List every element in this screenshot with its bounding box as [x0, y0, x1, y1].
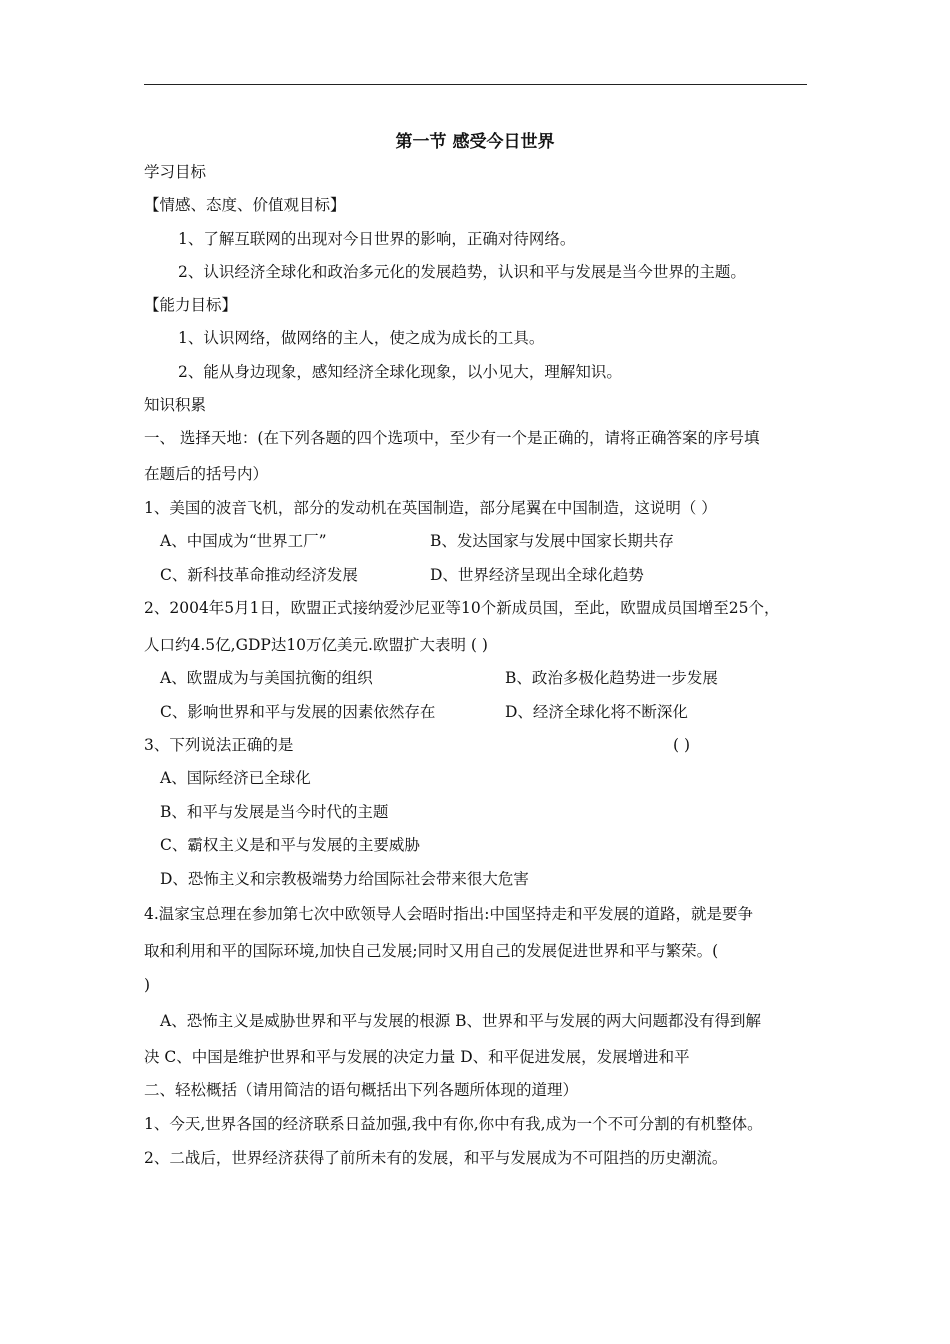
section2-item: 2、二战后，世界经济获得了前所未有的发展，和平与发展成为不可阻挡的历史潮流。: [144, 1149, 728, 1167]
section1-heading-cont: 在题后的括号内）: [144, 465, 269, 483]
q3-option-a: A、国际经济已全球化: [160, 769, 311, 787]
q1-option-b: B、发达国家与发展中国家长期共存: [430, 532, 674, 550]
section2-heading: 二、轻松概括（请用简洁的语句概括出下列各题所体现的道理）: [144, 1081, 579, 1099]
q1-option-a: A、中国成为“世界工厂”: [160, 532, 327, 550]
question-4-stem-cont: 取和利用和平的国际环境,加快自己发展;同时又用自己的发展促进世界和平与繁荣。(: [144, 942, 719, 960]
ability-item: 1、认识网络，做网络的主人，使之成为成长的工具。: [178, 329, 545, 347]
q2-option-d: D、经济全球化将不断深化: [505, 703, 688, 721]
question-4-paren-close: ): [144, 976, 151, 994]
question-2-stem-cont: 人口约4.5亿,GDP达10万亿美元.欧盟扩大表明 ( ): [144, 636, 488, 654]
question-2-stem: 2、2004年5月1日，欧盟正式接纳爱沙尼亚等10个新成员国，至此，欧盟成员国增至25个，: [144, 599, 780, 617]
ability-item: 2、能从身边现象，感知经济全球化现象，以小见大，理解知识。: [178, 363, 622, 381]
page-title: 第一节 感受今日世界: [395, 132, 555, 152]
question-1-stem: 1、美国的波音飞机，部分的发动机在英国制造，部分尾翼在中国制造，这说明（ ）: [144, 499, 717, 517]
q2-option-c: C、影响世界和平与发展的因素依然存在: [160, 703, 436, 721]
q3-option-c: C、霸权主义是和平与发展的主要威胁: [160, 836, 420, 854]
emotion-item: 1、了解互联网的出现对今日世界的影响，正确对待网络。: [178, 230, 576, 248]
emotion-item: 2、认识经济全球化和政治多元化的发展趋势，认识和平与发展是当今世界的主题。: [178, 263, 746, 281]
q2-option-a: A、欧盟成为与美国抗衡的组织: [160, 669, 373, 687]
q3-answer-paren: ( ): [673, 736, 691, 754]
section1-heading: 一、 选择天地：(在下列各题的四个选项中，至少有一个是正确的，请将正确答案的序号填: [144, 429, 760, 447]
header-rule: [144, 84, 807, 85]
q1-option-d: D、世界经济呈现出全球化趋势: [430, 566, 644, 584]
ability-heading: 【能力目标】: [144, 296, 238, 314]
q3-option-d: D、恐怖主义和宗教极端势力给国际社会带来很大危害: [160, 870, 529, 888]
q2-option-b: B、政治多极化趋势进一步发展: [505, 669, 718, 687]
section2-item: 1、今天,世界各国的经济联系日益加强,我中有你,你中有我,成为一个不可分割的有机整体。: [144, 1115, 763, 1133]
knowledge-heading: 知识积累: [144, 396, 207, 414]
q1-option-c: C、新科技革命推动经济发展: [160, 566, 358, 584]
emotion-heading: 【情感、态度、价值观目标】: [144, 196, 346, 214]
q4-options-line-1: A、恐怖主义是威胁世界和平与发展的根源 B、世界和平与发展的两大问题都没有得到解: [160, 1012, 762, 1030]
objectives-heading: 学习目标: [144, 163, 207, 181]
q3-option-b: B、和平与发展是当今时代的主题: [160, 803, 389, 821]
question-4-stem: 4.温家宝总理在参加第七次中欧领导人会晤时指出:中国坚持走和平发展的道路，就是要争: [144, 905, 754, 923]
q4-options-line-2: 决 C、中国是维护世界和平与发展的决定力量 D、和平促进发展，发展增进和平: [144, 1048, 690, 1066]
question-3-stem: 3、下列说法正确的是: [144, 736, 294, 754]
